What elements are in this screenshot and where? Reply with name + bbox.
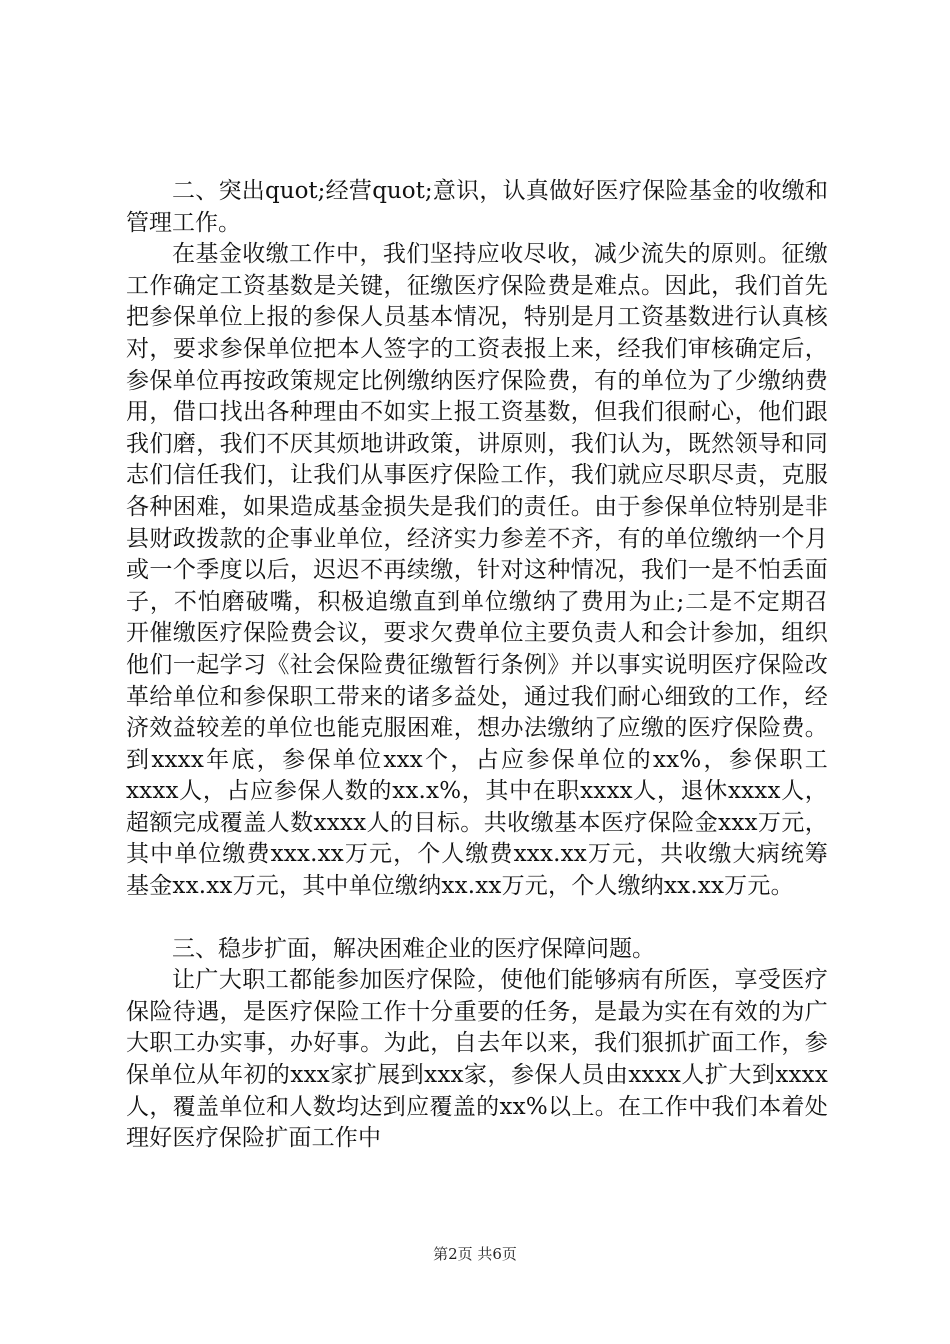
section-2-heading: 二、突出quot;经营quot;意识，认真做好医疗保险基金的收缴和管理工作。 <box>126 178 828 236</box>
section-2-paragraph: 在基金收缴工作中，我们坚持应收尽收，减少流失的原则。征缴工作确定工资基数是关键，征缴医疗保险费是难点。因此，我们首先把参保单位上报的参保人员基本情况，特别是月工资基数进行认真核对，要求参保单位把本人签字的工资表报上来，经我们审核确定后，参保单位再按政策规定比例缴纳医疗保险费，有的单位为了少缴纳费用，借口找出各种理由不如实上报工资基数，但我们很耐心，他们跟我们磨，我们不厌其烦地讲政策，讲原则，我们认为，既然领导和同志们信任我们，让我们从事医疗保险工作，我们就应尽职尽责，克服各种困难，如果造成基金损失是我们的责任。由于参保单位特别是非县财政拨款的企事业单位，经济实力参差不齐，有的单位缴纳一个月或一个季度以后，迟迟不再续缴，针对这种情况，我们一是不怕丢面子，不怕磨破嘴，积极追缴直到单位缴纳了费用为止;二是不定期召开催缴医疗保险费会议，要求欠费单位主要负责人和会计参加，组织他们一起学习《社会保险费征缴暂行条例》并以事实说明医疗保险改革给单位和参保职工带来的诸多益处，通过我们耐心细致的工作，经济效益较差的单位也能克服困难，想办法缴纳了应缴的医疗保险费。到xxxx年底，参保单位xxx个，占应参保单位的xx%，参保职工xxxx人，占应参保人数的xx.x%，其中在职xxxx人，退休xxxx人，超额完成覆盖人数xxxx人的目标。共收缴基本医疗保险金xxx万元，其中单位缴费xxx.xx万元，个人缴费xxx.xx万元，共收缴大病统筹基金xx.xx万元，其中单位缴纳xx.xx万元，个人缴纳xx.xx万元。 <box>126 241 828 900</box>
page-footer: 第2页 共6页 <box>433 1245 517 1263</box>
section-3-heading: 三、稳步扩面，解决困难企业的医疗保障问题。 <box>172 935 655 962</box>
paragraph-gap <box>126 903 828 934</box>
document-body <box>126 176 828 1155</box>
section-3-paragraph: 让广大职工都能参加医疗保险，使他们能够病有所医，享受医疗保险待遇，是医疗保险工作十分重要的任务，是最为实在有效的为广大职工办实事，办好事。为此，自去年以来，我们狠抓扩面工作，参保单位从年初的xxx家扩展到xxx家，参保人员由xxxx人扩大到xxxx人，覆盖单位和人数均达到应覆盖的xx%以上。在工作中我们本着处理好医疗保险扩面工作中 <box>126 967 828 1152</box>
